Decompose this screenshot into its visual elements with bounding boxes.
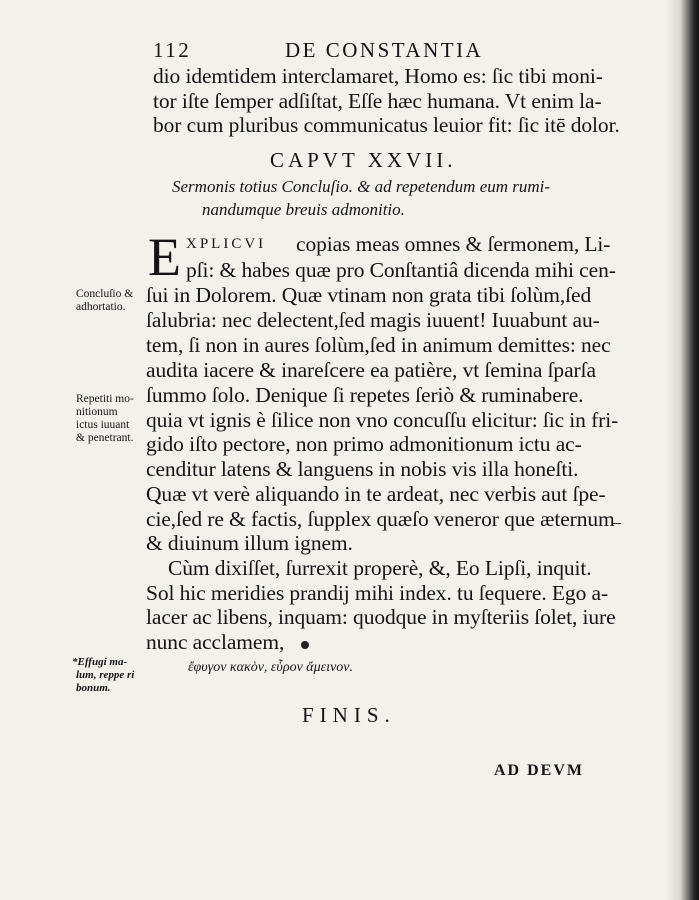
text-line: copias meas omnes & ſermonem, Li- — [296, 232, 611, 256]
text-line: lacer ac libens, inquam: quodque in myſteriis ſolet, iure — [146, 605, 616, 629]
running-title: DE CONSTANTIA — [285, 38, 484, 62]
text-line: Cùm dixiſſet, ſurrexit properè, &, Eo Lipſi, inquit. — [168, 556, 592, 580]
text-line: cenditur latens & languens in nobis vis illa honeſti. — [146, 457, 579, 481]
text-line: ſui in Dolorem. Quæ vtinam non grata tibi ſolùm,ſed — [146, 283, 592, 307]
text-line: Quæ vt verè aliquando in te ardeat, nec verbis aut ſpe- — [146, 482, 606, 506]
text-line: tem, ſi non in aures ſolùm,ſed in animum demittes: nec — [146, 333, 611, 357]
text-line: bor cum pluribus communicatus leuior fit: ſic itē dolor. — [153, 113, 620, 137]
ink-dot — [301, 641, 309, 649]
margin-note-line: adhortatio. — [76, 301, 126, 313]
text-line: nunc acclamem, — [146, 630, 285, 654]
margin-note-line: lum, reppe ri — [76, 669, 135, 681]
finis-text: FINIS. — [302, 703, 396, 727]
chapter-summary-line: Sermonis totius Concluſio. & ad repetendum eum rumi- — [172, 177, 551, 196]
text-line: audita iacere & inareſcere ea patière, vt ſemina ſparſa — [146, 358, 596, 382]
text-line: dio idemtidem interclamaret, Homo es: ſic tibi moni- — [153, 64, 603, 88]
margin-note-line: nitionum — [76, 406, 118, 418]
page-number: 112 — [153, 38, 192, 62]
chapter-summary-line: nandumque breuis admonitio. — [202, 200, 405, 219]
text-line: quia vt ignis è ſilice non vno concuſſu elicitur: ſic in fri- — [146, 408, 619, 432]
text-line: Sol hic meridies prandij mihi index. tu ſequere. Ego a- — [146, 581, 609, 605]
first-word: XPLICVI — [186, 236, 267, 252]
margin-note-line: ictus iuuant — [76, 419, 130, 431]
catchword: AD DEVM — [494, 762, 584, 779]
text-line: gido iſto pectore, non primo admonitionum ictu ac- — [146, 432, 582, 456]
page-gutter-shadow — [665, 0, 699, 900]
chapter-heading: CAPVT XXVII. — [270, 148, 457, 172]
text-line: ſalubria: nec delectent,ſed magis iuuent! Iuuabunt au- — [146, 308, 600, 332]
margin-note-line: *Effugi ma- — [72, 656, 128, 668]
greek-quote: ἔφυγον κακὸν, εὗρον ἄμεινον. — [188, 660, 354, 675]
margin-note-line: & penetrant. — [76, 432, 134, 444]
drop-cap: E — [148, 227, 181, 287]
text-line: ſummo ſolo. Denique ſi repetes ſeriò & ruminabere. — [146, 383, 584, 407]
text-line: cie,ſed re & factis, ſupplex quæſo veneror que æternum — [146, 507, 615, 531]
margin-note-line: Repetiti mo- — [76, 393, 134, 405]
margin-note-line: bonum. — [76, 682, 111, 694]
margin-note-line: Concluſio & — [76, 288, 134, 300]
text-line: tor iſte ſemper adſiſtat, Eſſe hæc humana. Vt enim la- — [153, 89, 602, 113]
text-line: pſi: & habes quæ pro Conſtantiâ dicenda mihi cen- — [186, 258, 616, 282]
text-line: & diuinum illum ignem. — [146, 531, 353, 555]
stray-mark: – — [612, 512, 621, 532]
